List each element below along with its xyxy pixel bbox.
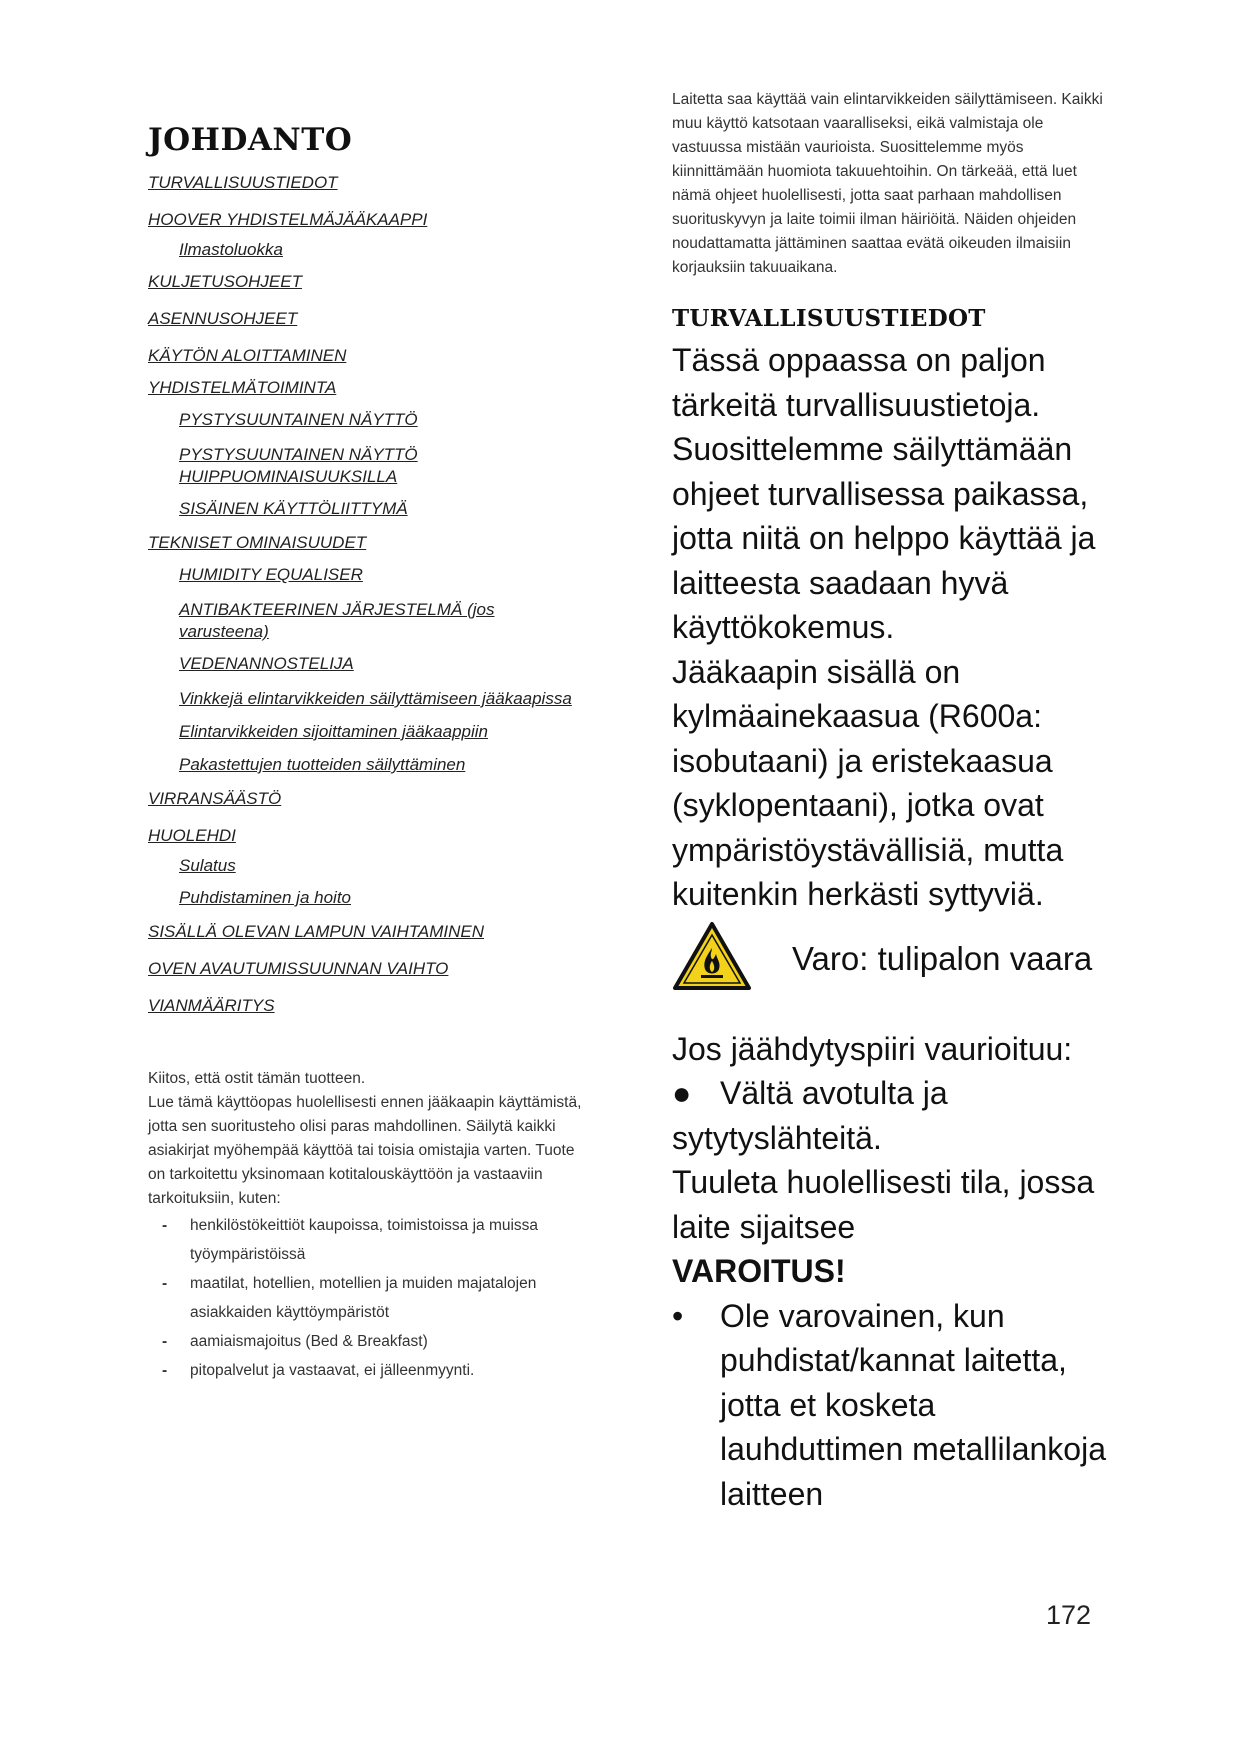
dash-marker: - <box>162 1333 168 1350</box>
toc-item[interactable]: Elintarvikkeiden sijoittaminen jääkaappiin <box>179 722 489 741</box>
toc-item[interactable]: Pakastettujen tuotteiden säilyttäminen <box>179 755 466 774</box>
use-text: aamiaismajoitus (Bed & Breakfast) <box>190 1333 428 1350</box>
use-text: henkilöstökeittiöt kaupoissa, toimistoissa ja muissa työympäristöissä <box>190 1217 539 1263</box>
toc-item[interactable]: Ilmastoluokka <box>179 240 283 259</box>
ventilate-text: Tuuleta huolellisesti tila, jossa laite sijaitsee <box>672 1164 1095 1245</box>
bullet-text: Vältä avotulta ja sytytyslähteitä. <box>672 1075 948 1156</box>
toc-item[interactable]: ASENNUSOHJEET <box>148 309 298 328</box>
bullet-avoid-flames <box>672 1071 1112 1160</box>
bullet-marker: ● <box>672 1075 692 1111</box>
page-number: 172 <box>1046 1600 1092 1630</box>
use-text: maatilat, hotellien, motellien ja muiden majatalojen asiakkaiden käyttöympäristöt <box>190 1275 537 1321</box>
safety-paragraph-2: Jääkaapin sisällä on kylmäainekaasua (R600a: isobutaani) ja eristekaasua (syklopentaani), jotka ovat ympäristöystävällisiä, mutta kuitenkin herkästi syttyviä. <box>672 653 1064 912</box>
dash-marker: - <box>162 1275 168 1292</box>
intro-paragraph: Lue tämä käyttöopas huolellisesti ennen jääkaapin käyttämistä, jotta sen suoritusteho olisi paras mahdollinen. Säilytä kaikki asiakirjat myöhempää käyttöä tai toisia omistajia varten. Tuote on tarkoitettu yksinomaan kotitalouskäyttöön ja vastaaviin tarkoituksiin, kuten: <box>148 1094 582 1207</box>
left-column <box>148 100 588 1385</box>
dash-marker: - <box>162 1217 168 1234</box>
toc-item[interactable]: OVEN AVAUTUMISSUUNNAN VAIHTO <box>148 959 449 978</box>
toc-item[interactable]: VEDENANNOSTELIJA <box>179 654 354 673</box>
bullet-text: Ole varovainen, kun puhdistat/kannat laitetta, jotta et kosketa lauhduttimen metallilankoja laitteen <box>720 1297 1106 1512</box>
toc-item[interactable]: ANTIBAKTEERINEN JÄRJESTELMÄ (jos varusteena) <box>179 600 495 641</box>
use-item <box>162 1327 588 1356</box>
toc-item[interactable]: SISÄLLÄ OLEVAN LAMPUN VAIHTAMINEN <box>148 922 485 941</box>
use-item <box>162 1269 588 1327</box>
toc-item[interactable]: VIANMÄÄRITYS <box>148 996 275 1015</box>
toc-item[interactable]: HUOLEHDI <box>148 826 236 845</box>
toc-item[interactable]: TEKNISET OMINAISUUDET <box>148 533 367 552</box>
fire-warning-label: Varo: tulipalon vaara <box>792 939 1093 977</box>
safety-heading: TURVALLISUUSTIEDOT <box>672 305 986 332</box>
toc-item[interactable]: VIRRANSÄÄSTÖ <box>148 789 282 808</box>
use-item <box>162 1356 588 1385</box>
intro-thanks: Kiitos, että ostit tämän tuotteen. <box>148 1070 366 1087</box>
toc-item[interactable]: TURVALLISUUSTIEDOT <box>148 173 338 192</box>
dash-marker: - <box>162 1362 168 1379</box>
use-item <box>162 1211 588 1269</box>
toc-item[interactable]: PYSTYSUUNTAINEN NÄYTTÖ HUIPPUOMINAISUUKSILLA <box>179 445 418 486</box>
bullet-careful-cleaning <box>672 1294 1112 1517</box>
toc-item[interactable]: HOOVER YHDISTELMÄJÄÄKAAPPI <box>148 210 428 229</box>
use-text: pitopalvelut ja vastaavat, ei jälleenmyynti. <box>190 1362 475 1379</box>
page-title: JOHDANTO <box>148 122 353 158</box>
warning-word: VAROITUS! <box>672 1253 846 1289</box>
intro-text <box>148 1067 588 1385</box>
safety-paragraph-1: Tässä oppaassa on paljon tärkeitä turvallisuustietoja. Suosittelemme säilyttämään ohjeet turvallisessa paikassa, jotta niitä on helppo käyttää ja laitteesta saadaan hyvä käyttökokemus. <box>672 342 1096 645</box>
toc-item[interactable]: Puhdistaminen ja hoito <box>179 888 352 907</box>
usage-paragraph: Laitetta saa käyttää vain elintarvikkeiden säilyttämiseen. Kaikki muu käyttö katsotaan vaaralliseksi, eikä valmistaja ole vastuussa mistään vaurioista. Suosittelemme myös kiinnittämään huomiota takuuehtoihin. On tärkeää, että luet nämä ohjeet huolellisesti, jotta saat parhaan mahdollisen suorituskyvyn ja laite toimii ilman häiriöitä. Näiden ohjeiden noudattamatta jättäminen saattaa evätä oikeuden ilmaisiin korjauksiin takuuaikana. <box>672 91 1103 276</box>
toc-item[interactable]: KÄYTÖN ALOITTAMINEN <box>148 346 347 365</box>
toc-item[interactable]: PYSTYSUUNTAINEN NÄYTTÖ <box>179 410 418 429</box>
flammable-warning-icon <box>672 921 752 996</box>
circuit-damage-line: Jos jäähdytyspiiri vaurioituu: <box>672 1030 1073 1067</box>
toc-item[interactable]: Vinkkejä elintarvikkeiden säilyttämiseen jääkaapissa <box>179 689 572 708</box>
toc-item[interactable]: YHDISTELMÄTOIMINTA <box>148 378 337 397</box>
table-of-contents <box>148 172 588 1017</box>
bullet-marker: • <box>672 1297 684 1334</box>
toc-item[interactable]: Sulatus <box>179 856 236 875</box>
toc-item[interactable]: SISÄINEN KÄYTTÖLIITTYMÄ <box>179 499 408 518</box>
fire-warning-row <box>672 921 1112 997</box>
toc-item[interactable]: HUMIDITY EQUALISER <box>179 565 363 584</box>
right-column <box>672 88 1112 1516</box>
uses-list <box>148 1211 588 1385</box>
toc-item[interactable]: KULJETUSOHJEET <box>148 272 302 291</box>
